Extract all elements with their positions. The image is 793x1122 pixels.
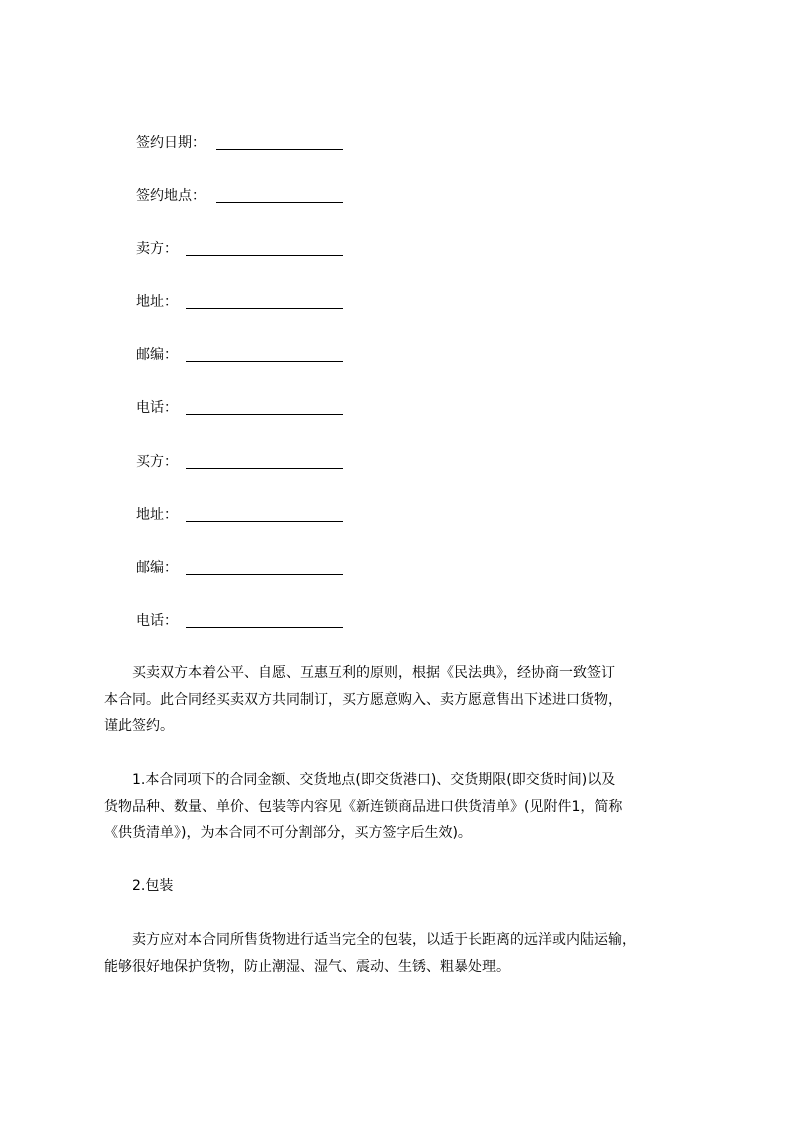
buyer-address-label: 地址： bbox=[136, 507, 178, 523]
seller-address-blank[interactable] bbox=[186, 308, 343, 309]
intro-paragraph bbox=[104, 660, 704, 740]
buyer-postcode-blank[interactable] bbox=[186, 574, 343, 575]
seller-phone-blank[interactable] bbox=[186, 414, 343, 415]
buyer-postcode-field bbox=[136, 557, 178, 579]
clause-1-line: 货物品种、数量、单价、包装等内容见《新连锁商品进口供货清单》(见附件1，简称 bbox=[104, 798, 623, 815]
seller-address-label: 地址： bbox=[136, 294, 178, 310]
intro-line: 谨此签约。 bbox=[104, 718, 174, 734]
clause-2-line: 卖方应对本合同所售货物进行适当完全的包装，以适于长距离的远洋或内陆运输， bbox=[104, 932, 636, 948]
signing-date-field bbox=[136, 132, 206, 154]
seller-postcode-blank[interactable] bbox=[186, 361, 343, 362]
clause-2-heading-text: 2.包装 bbox=[104, 878, 174, 894]
buyer-phone-field bbox=[136, 610, 178, 632]
buyer-blank[interactable] bbox=[186, 468, 343, 469]
clause-2-line: 能够很好地保护货物，防止潮湿、湿气、震动、生锈、粗暴处理。 bbox=[104, 958, 510, 975]
seller-blank[interactable] bbox=[186, 255, 343, 256]
seller-field bbox=[136, 238, 178, 260]
clause-2-paragraph bbox=[104, 927, 704, 980]
buyer-label: 买方： bbox=[136, 454, 178, 470]
buyer-postcode-label: 邮编： bbox=[136, 560, 178, 576]
seller-phone-label: 电话： bbox=[136, 400, 178, 416]
buyer-phone-blank[interactable] bbox=[186, 627, 343, 628]
clause-1-paragraph bbox=[104, 767, 704, 847]
buyer-field bbox=[136, 451, 178, 473]
signing-date-label: 签约日期： bbox=[136, 135, 206, 151]
seller-label: 卖方： bbox=[136, 241, 178, 257]
signing-date-blank[interactable] bbox=[216, 149, 343, 150]
intro-line: 买卖双方本着公平、自愿、互惠互利的原则，根据《民法典》，经协商一致签订 bbox=[104, 665, 615, 681]
intro-line: 本合同。此合同经买卖双方共同制订，买方愿意购入、卖方愿意售出下述进口货物， bbox=[104, 691, 622, 708]
clause-1-line: 《供货清单》)，为本合同不可分割部分，买方签字后生效)。 bbox=[104, 825, 472, 841]
clause-1-line: 1.本合同项下的合同金额、交货地点(即交货港口)、交货期限(即交货时间)以及 bbox=[104, 772, 616, 788]
seller-phone-field bbox=[136, 397, 178, 419]
buyer-address-field bbox=[136, 504, 178, 526]
seller-postcode-field bbox=[136, 344, 178, 366]
signing-place-label: 签约地点： bbox=[136, 188, 206, 204]
buyer-phone-label: 电话： bbox=[136, 613, 178, 629]
seller-postcode-label: 邮编： bbox=[136, 347, 178, 363]
clause-2-heading bbox=[104, 873, 704, 900]
signing-place-blank[interactable] bbox=[216, 202, 343, 203]
seller-address-field bbox=[136, 291, 178, 313]
buyer-address-blank[interactable] bbox=[186, 521, 343, 522]
signing-place-field bbox=[136, 185, 206, 207]
